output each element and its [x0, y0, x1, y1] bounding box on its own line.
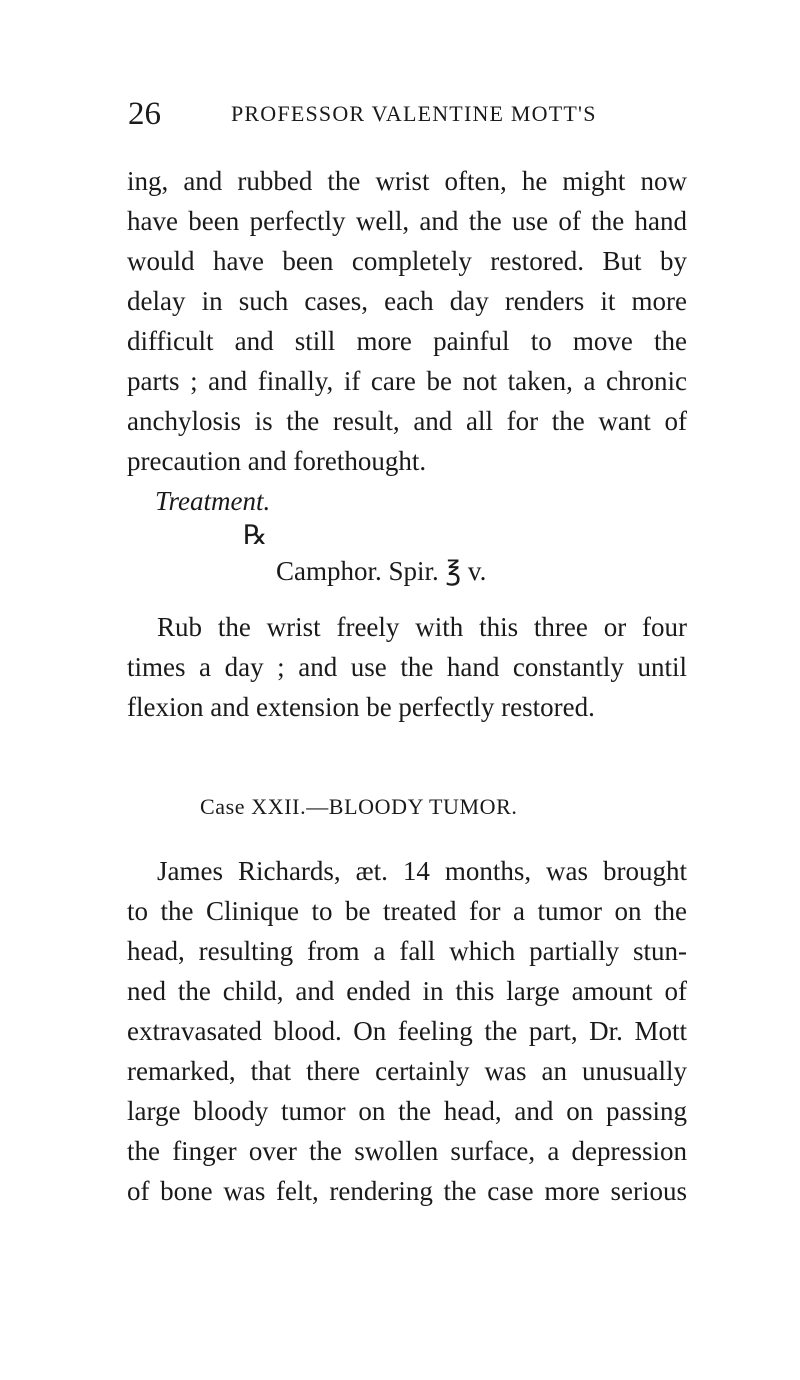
text-line: remarked, that there certainly was an unusually [127, 1056, 687, 1086]
text-line: parts ; and finally, if care be not taken, a chronic [127, 366, 687, 396]
running-head [128, 94, 688, 134]
text-line: would have been completely restored. But by [127, 246, 687, 276]
text-line: times a day ; and use the hand constantly until [127, 652, 687, 682]
treatment-heading: Treatment. [155, 486, 271, 516]
text-line: head, resulting from a fall which partially stun- [127, 936, 687, 966]
recipe-line: Camphor. Spir. ℥ v. [276, 556, 487, 586]
text-line: James Richards, æt. 14 months, was brought [157, 856, 687, 886]
text-line: extravasated blood. On feeling the part, Dr. Mott [127, 1016, 687, 1046]
running-title: PROFESSOR VALENTINE MOTT'S [231, 101, 597, 126]
text-line: flexion and extension be perfectly restored. [127, 692, 595, 722]
text-line: of bone was felt, rendering the case more serious [127, 1176, 687, 1206]
text-line: Rub the wrist freely with this three or four [157, 612, 687, 642]
case-heading: Case XXII.—BLOODY TUMOR. [200, 794, 518, 819]
text-line: large bloody tumor on the head, and on passing [127, 1096, 687, 1126]
recipe-symbol: ℞ [243, 520, 268, 550]
text-line: difficult and still more painful to move the [127, 326, 687, 356]
text-line: precaution and forethought. [127, 446, 427, 476]
text-line: delay in such cases, each day renders it more [127, 286, 687, 316]
text-line: to the Clinique to be treated for a tumor on the [127, 896, 687, 926]
page-number: 26 [128, 96, 161, 132]
text-line: anchylosis is the result, and all for the want of [127, 406, 687, 436]
text-line: have been perfectly well, and the use of the hand [127, 206, 687, 236]
text-line: the finger over the swollen surface, a depression [127, 1136, 687, 1166]
text-line: ing, and rubbed the wrist often, he might now [127, 166, 687, 196]
text-line: ned the child, and ended in this large amount of [127, 976, 687, 1006]
